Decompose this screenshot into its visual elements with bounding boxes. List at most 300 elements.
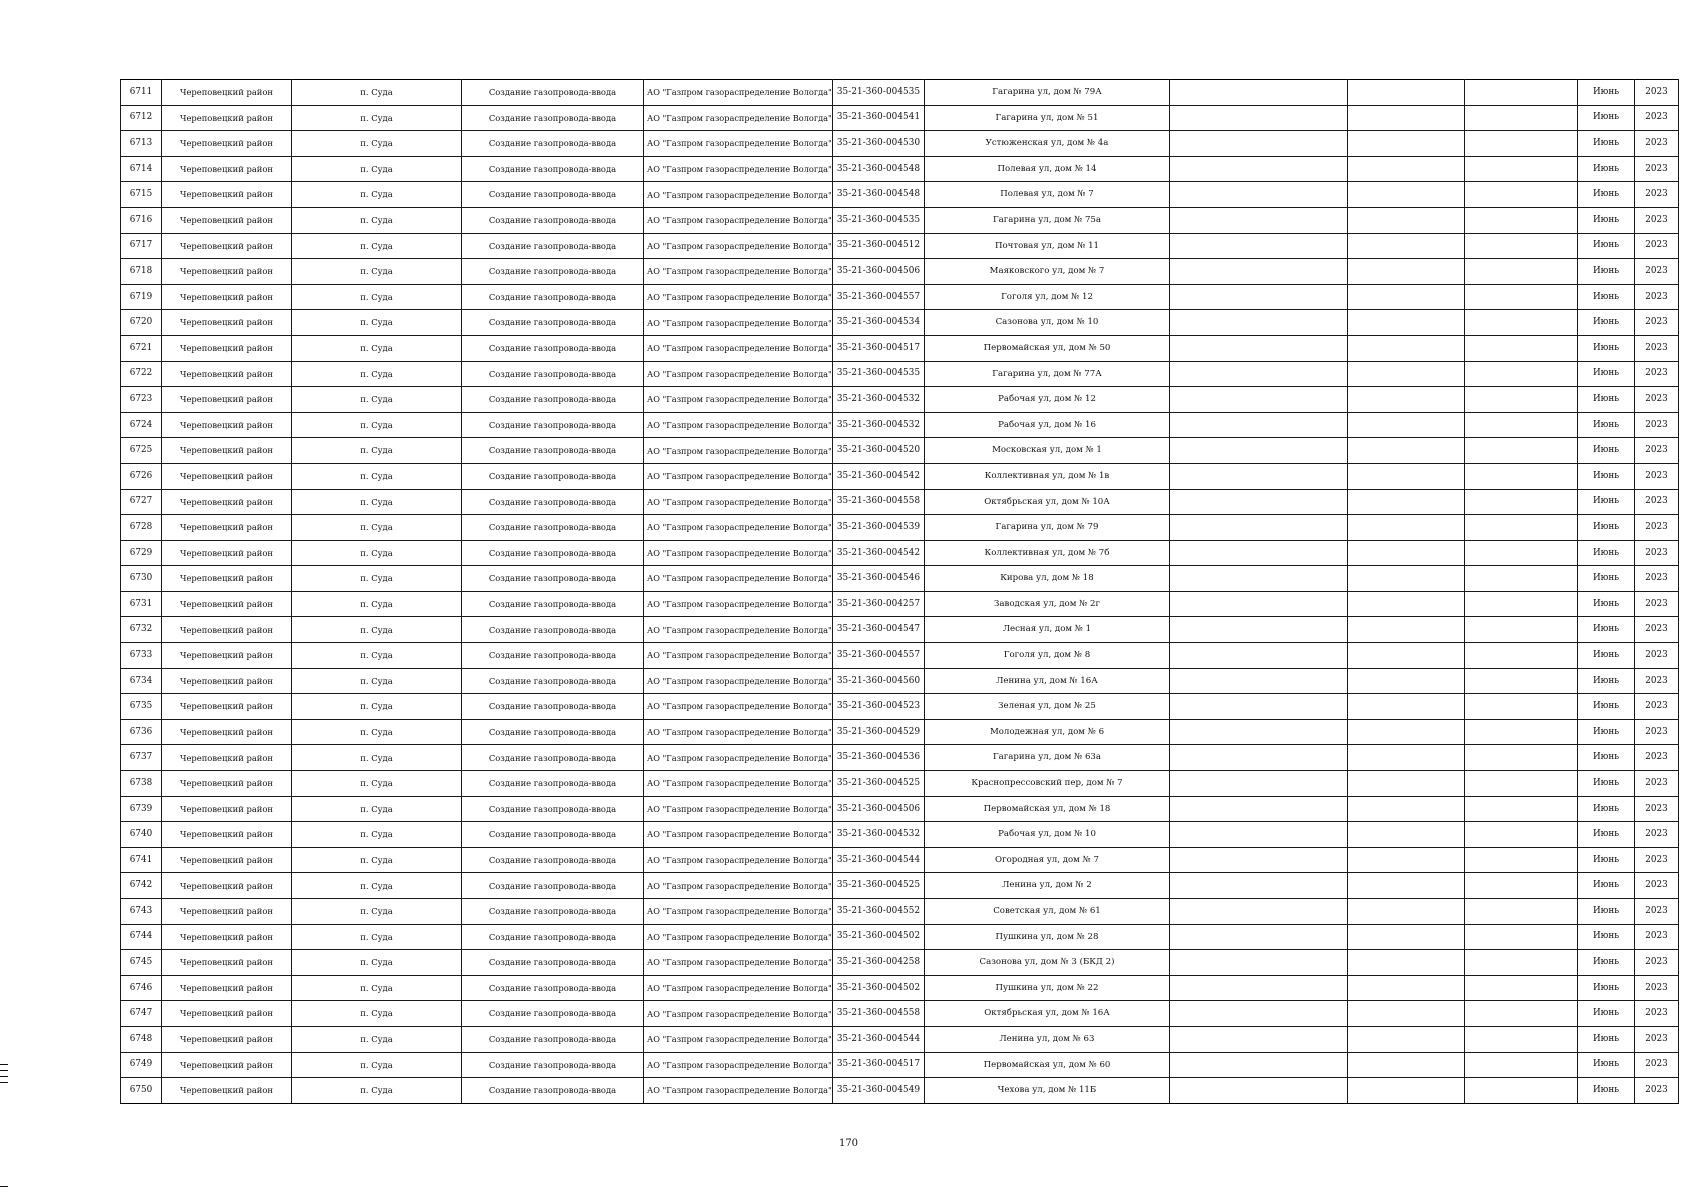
cell-settlement: п. Суда — [292, 1026, 462, 1052]
cell-c9 — [1348, 1001, 1465, 1027]
cell-num: 6720 — [121, 310, 162, 336]
cell-district: Череповецкий район — [162, 617, 292, 643]
cell-month: Июнь — [1578, 463, 1635, 489]
cell-c8 — [1170, 1001, 1348, 1027]
cell-address: Краснопрессовский пер, дом № 7 — [925, 771, 1170, 797]
cell-c8 — [1170, 412, 1348, 438]
cell-cad: 35-21-360-004557 — [833, 643, 925, 669]
cell-address: Ленина ул, дом № 63 — [925, 1026, 1170, 1052]
cell-district: Череповецкий район — [162, 412, 292, 438]
table-row — [121, 745, 1679, 771]
cell-year: 2023 — [1635, 847, 1679, 873]
cell-org: АО "Газпром газораспределение Вологда" — [644, 284, 833, 310]
cell-c10 — [1465, 745, 1578, 771]
cell-address: Гагарина ул, дом № 51 — [925, 105, 1170, 131]
cell-org: АО "Газпром газораспределение Вологда" — [644, 950, 833, 976]
cell-year: 2023 — [1635, 412, 1679, 438]
cell-c8 — [1170, 873, 1348, 899]
cell-c8 — [1170, 540, 1348, 566]
cell-settlement: п. Суда — [292, 438, 462, 464]
cell-district: Череповецкий район — [162, 975, 292, 1001]
cell-c9 — [1348, 1052, 1465, 1078]
cell-year: 2023 — [1635, 873, 1679, 899]
cell-c10 — [1465, 387, 1578, 413]
cell-c10 — [1465, 873, 1578, 899]
cell-org: АО "Газпром газораспределение Вологда" — [644, 387, 833, 413]
cell-work: Создание газопровода-ввода — [462, 80, 644, 106]
cell-settlement: п. Суда — [292, 694, 462, 720]
cell-num: 6722 — [121, 361, 162, 387]
cell-year: 2023 — [1635, 771, 1679, 797]
cell-c9 — [1348, 412, 1465, 438]
cell-address: Гагарина ул, дом № 79 — [925, 515, 1170, 541]
cell-settlement: п. Суда — [292, 489, 462, 515]
table-row — [121, 796, 1679, 822]
cell-settlement: п. Суда — [292, 899, 462, 925]
cell-address: Московская ул, дом № 1 — [925, 438, 1170, 464]
cell-month: Июнь — [1578, 591, 1635, 617]
cell-address: Гоголя ул, дом № 8 — [925, 643, 1170, 669]
cell-work: Создание газопровода-ввода — [462, 771, 644, 797]
cell-num: 6736 — [121, 719, 162, 745]
cell-year: 2023 — [1635, 387, 1679, 413]
cell-settlement: п. Суда — [292, 310, 462, 336]
cell-cad: 35-21-360-004534 — [833, 310, 925, 336]
table-row — [121, 1001, 1679, 1027]
margin-tick — [0, 1186, 8, 1187]
cell-address: Кирова ул, дом № 18 — [925, 566, 1170, 592]
cell-c9 — [1348, 335, 1465, 361]
cell-year: 2023 — [1635, 233, 1679, 259]
cell-month: Июнь — [1578, 259, 1635, 285]
cell-district: Череповецкий район — [162, 796, 292, 822]
cell-settlement: п. Суда — [292, 822, 462, 848]
cell-address: Первомайская ул, дом № 50 — [925, 335, 1170, 361]
cell-c8 — [1170, 156, 1348, 182]
cell-c10 — [1465, 771, 1578, 797]
cell-month: Июнь — [1578, 899, 1635, 925]
cell-cad: 35-21-360-004548 — [833, 156, 925, 182]
table-row — [121, 80, 1679, 106]
cell-settlement: п. Суда — [292, 387, 462, 413]
cell-c8 — [1170, 438, 1348, 464]
cell-month: Июнь — [1578, 182, 1635, 208]
cell-num: 6723 — [121, 387, 162, 413]
cell-cad: 35-21-360-004530 — [833, 131, 925, 157]
cell-month: Июнь — [1578, 745, 1635, 771]
cell-c8 — [1170, 131, 1348, 157]
cell-c10 — [1465, 719, 1578, 745]
cell-org: АО "Газпром газораспределение Вологда" — [644, 463, 833, 489]
cell-c10 — [1465, 1001, 1578, 1027]
cell-c8 — [1170, 335, 1348, 361]
cell-year: 2023 — [1635, 489, 1679, 515]
cell-org: АО "Газпром газораспределение Вологда" — [644, 591, 833, 617]
cell-c10 — [1465, 438, 1578, 464]
cell-address: Гоголя ул, дом № 12 — [925, 284, 1170, 310]
cell-c9 — [1348, 438, 1465, 464]
cell-c10 — [1465, 975, 1578, 1001]
cell-settlement: п. Суда — [292, 796, 462, 822]
cell-c8 — [1170, 668, 1348, 694]
table-row — [121, 975, 1679, 1001]
cell-c9 — [1348, 1026, 1465, 1052]
cell-cad: 35-21-360-004535 — [833, 207, 925, 233]
cell-c8 — [1170, 643, 1348, 669]
cell-cad: 35-21-360-004529 — [833, 719, 925, 745]
cell-c8 — [1170, 233, 1348, 259]
cell-num: 6712 — [121, 105, 162, 131]
cell-district: Череповецкий район — [162, 463, 292, 489]
cell-org: АО "Газпром газораспределение Вологда" — [644, 361, 833, 387]
cell-work: Создание газопровода-ввода — [462, 540, 644, 566]
cell-c9 — [1348, 463, 1465, 489]
cell-c8 — [1170, 1078, 1348, 1104]
cell-address: Сазонова ул, дом № 3 (БКД 2) — [925, 950, 1170, 976]
cell-c10 — [1465, 899, 1578, 925]
cell-c10 — [1465, 1026, 1578, 1052]
cell-month: Июнь — [1578, 310, 1635, 336]
cell-cad: 35-21-360-004552 — [833, 899, 925, 925]
cell-address: Заводская ул, дом № 2г — [925, 591, 1170, 617]
cell-org: АО "Газпром газораспределение Вологда" — [644, 1026, 833, 1052]
cell-c9 — [1348, 694, 1465, 720]
cell-cad: 35-21-360-004532 — [833, 412, 925, 438]
cell-c8 — [1170, 847, 1348, 873]
cell-c9 — [1348, 617, 1465, 643]
cell-c9 — [1348, 847, 1465, 873]
cell-year: 2023 — [1635, 924, 1679, 950]
cell-c10 — [1465, 489, 1578, 515]
cell-address: Гагарина ул, дом № 79А — [925, 80, 1170, 106]
table-body — [121, 80, 1679, 1104]
cell-c9 — [1348, 643, 1465, 669]
cell-district: Череповецкий район — [162, 105, 292, 131]
cell-district: Череповецкий район — [162, 310, 292, 336]
cell-c9 — [1348, 975, 1465, 1001]
cell-address: Полевая ул, дом № 14 — [925, 156, 1170, 182]
cell-cad: 35-21-360-004535 — [833, 361, 925, 387]
cell-cad: 35-21-360-004549 — [833, 1078, 925, 1104]
cell-address: Коллективная ул, дом № 7б — [925, 540, 1170, 566]
table-row — [121, 387, 1679, 413]
cell-address: Советская ул, дом № 61 — [925, 899, 1170, 925]
cell-c10 — [1465, 515, 1578, 541]
cell-num: 6728 — [121, 515, 162, 541]
cell-settlement: п. Суда — [292, 591, 462, 617]
cell-cad: 35-21-360-004520 — [833, 438, 925, 464]
cell-c10 — [1465, 207, 1578, 233]
cell-num: 6732 — [121, 617, 162, 643]
cell-c8 — [1170, 284, 1348, 310]
cell-cad: 35-21-360-004535 — [833, 80, 925, 106]
cell-settlement: п. Суда — [292, 156, 462, 182]
cell-year: 2023 — [1635, 719, 1679, 745]
cell-num: 6716 — [121, 207, 162, 233]
cell-district: Череповецкий район — [162, 591, 292, 617]
cell-year: 2023 — [1635, 310, 1679, 336]
cell-month: Июнь — [1578, 719, 1635, 745]
cell-c9 — [1348, 950, 1465, 976]
cell-cad: 35-21-360-004517 — [833, 335, 925, 361]
cell-c9 — [1348, 207, 1465, 233]
table-row — [121, 617, 1679, 643]
cell-org: АО "Газпром газораспределение Вологда" — [644, 566, 833, 592]
cell-district: Череповецкий район — [162, 259, 292, 285]
cell-org: АО "Газпром газораспределение Вологда" — [644, 873, 833, 899]
cell-num: 6749 — [121, 1052, 162, 1078]
cell-year: 2023 — [1635, 822, 1679, 848]
cell-cad: 35-21-360-004548 — [833, 182, 925, 208]
cell-c10 — [1465, 847, 1578, 873]
cell-month: Июнь — [1578, 771, 1635, 797]
cell-work: Создание газопровода-ввода — [462, 182, 644, 208]
table-row — [121, 310, 1679, 336]
cell-c9 — [1348, 156, 1465, 182]
cell-settlement: п. Суда — [292, 975, 462, 1001]
cell-num: 6726 — [121, 463, 162, 489]
cell-cad: 35-21-360-004502 — [833, 975, 925, 1001]
cell-c10 — [1465, 105, 1578, 131]
cell-district: Череповецкий район — [162, 822, 292, 848]
cell-c9 — [1348, 668, 1465, 694]
cell-cad: 35-21-360-004544 — [833, 1026, 925, 1052]
margin-tick — [0, 1076, 8, 1077]
cell-district: Череповецкий район — [162, 1026, 292, 1052]
cell-org: АО "Газпром газораспределение Вологда" — [644, 259, 833, 285]
cell-month: Июнь — [1578, 284, 1635, 310]
margin-tick — [0, 1070, 8, 1071]
table-row — [121, 924, 1679, 950]
cell-settlement: п. Суда — [292, 873, 462, 899]
table-row — [121, 131, 1679, 157]
cell-settlement: п. Суда — [292, 335, 462, 361]
cell-c8 — [1170, 463, 1348, 489]
cell-year: 2023 — [1635, 668, 1679, 694]
cell-c8 — [1170, 207, 1348, 233]
cell-cad: 35-21-360-004257 — [833, 591, 925, 617]
cell-num: 6740 — [121, 822, 162, 848]
cell-year: 2023 — [1635, 745, 1679, 771]
cell-cad: 35-21-360-004542 — [833, 540, 925, 566]
cell-c8 — [1170, 566, 1348, 592]
cell-work: Создание газопровода-ввода — [462, 233, 644, 259]
table-row — [121, 438, 1679, 464]
cell-month: Июнь — [1578, 105, 1635, 131]
cell-c10 — [1465, 233, 1578, 259]
cell-c10 — [1465, 566, 1578, 592]
cell-address: Октябрьская ул, дом № 16А — [925, 1001, 1170, 1027]
cell-month: Июнь — [1578, 668, 1635, 694]
cell-c8 — [1170, 591, 1348, 617]
cell-c10 — [1465, 950, 1578, 976]
cell-district: Череповецкий район — [162, 540, 292, 566]
cell-num: 6743 — [121, 899, 162, 925]
cell-c9 — [1348, 387, 1465, 413]
cell-c9 — [1348, 310, 1465, 336]
cell-c10 — [1465, 310, 1578, 336]
cell-org: АО "Газпром газораспределение Вологда" — [644, 438, 833, 464]
cell-month: Июнь — [1578, 643, 1635, 669]
cell-district: Череповецкий район — [162, 515, 292, 541]
table-row — [121, 950, 1679, 976]
cell-c9 — [1348, 1078, 1465, 1104]
cell-c9 — [1348, 591, 1465, 617]
cell-year: 2023 — [1635, 975, 1679, 1001]
cell-month: Июнь — [1578, 131, 1635, 157]
table-row — [121, 591, 1679, 617]
table-row — [121, 463, 1679, 489]
cell-district: Череповецкий район — [162, 719, 292, 745]
cell-c8 — [1170, 387, 1348, 413]
cell-c8 — [1170, 719, 1348, 745]
cell-address: Почтовая ул, дом № 11 — [925, 233, 1170, 259]
cell-num: 6738 — [121, 771, 162, 797]
cell-work: Создание газопровода-ввода — [462, 156, 644, 182]
cell-settlement: п. Суда — [292, 182, 462, 208]
margin-tick — [0, 1064, 8, 1065]
cell-address: Рабочая ул, дом № 12 — [925, 387, 1170, 413]
cell-month: Июнь — [1578, 438, 1635, 464]
table-row — [121, 284, 1679, 310]
cell-year: 2023 — [1635, 284, 1679, 310]
table-row — [121, 847, 1679, 873]
cell-work: Создание газопровода-ввода — [462, 489, 644, 515]
cell-org: АО "Газпром газораспределение Вологда" — [644, 105, 833, 131]
cell-org: АО "Газпром газораспределение Вологда" — [644, 412, 833, 438]
cell-cad: 35-21-360-004557 — [833, 284, 925, 310]
cell-work: Создание газопровода-ввода — [462, 899, 644, 925]
cell-c8 — [1170, 489, 1348, 515]
cell-org: АО "Газпром газораспределение Вологда" — [644, 719, 833, 745]
cell-address: Сазонова ул, дом № 10 — [925, 310, 1170, 336]
table-row — [121, 412, 1679, 438]
cell-month: Июнь — [1578, 387, 1635, 413]
cell-district: Череповецкий район — [162, 80, 292, 106]
cell-year: 2023 — [1635, 1052, 1679, 1078]
cell-org: АО "Газпром газораспределение Вологда" — [644, 310, 833, 336]
cell-org: АО "Газпром газораспределение Вологда" — [644, 975, 833, 1001]
cell-month: Июнь — [1578, 617, 1635, 643]
cell-work: Создание газопровода-ввода — [462, 131, 644, 157]
cell-c10 — [1465, 131, 1578, 157]
table-row — [121, 233, 1679, 259]
cell-org: АО "Газпром газораспределение Вологда" — [644, 668, 833, 694]
cell-c8 — [1170, 771, 1348, 797]
cell-cad: 35-21-360-004546 — [833, 566, 925, 592]
cell-work: Создание газопровода-ввода — [462, 412, 644, 438]
cell-num: 6735 — [121, 694, 162, 720]
cell-c10 — [1465, 284, 1578, 310]
cell-month: Июнь — [1578, 694, 1635, 720]
cell-c10 — [1465, 156, 1578, 182]
cell-org: АО "Газпром газораспределение Вологда" — [644, 847, 833, 873]
cell-address: Гагарина ул, дом № 63а — [925, 745, 1170, 771]
cell-num: 6711 — [121, 80, 162, 106]
table-row — [121, 771, 1679, 797]
table-row — [121, 489, 1679, 515]
cell-address: Рабочая ул, дом № 10 — [925, 822, 1170, 848]
cell-org: АО "Газпром газораспределение Вологда" — [644, 233, 833, 259]
cell-org: АО "Газпром газораспределение Вологда" — [644, 643, 833, 669]
cell-settlement: п. Суда — [292, 617, 462, 643]
cell-address: Ленина ул, дом № 2 — [925, 873, 1170, 899]
cell-c10 — [1465, 694, 1578, 720]
cell-num: 6742 — [121, 873, 162, 899]
cell-settlement: п. Суда — [292, 515, 462, 541]
cell-cad: 35-21-360-004506 — [833, 259, 925, 285]
cell-district: Череповецкий район — [162, 950, 292, 976]
cell-month: Июнь — [1578, 412, 1635, 438]
table-row — [121, 566, 1679, 592]
cell-cad: 35-21-360-004525 — [833, 771, 925, 797]
cell-year: 2023 — [1635, 463, 1679, 489]
cell-address: Зеленая ул, дом № 25 — [925, 694, 1170, 720]
table-row — [121, 668, 1679, 694]
cell-num: 6739 — [121, 796, 162, 822]
cell-month: Июнь — [1578, 233, 1635, 259]
cell-c9 — [1348, 899, 1465, 925]
cell-work: Создание газопровода-ввода — [462, 310, 644, 336]
cell-address: Лесная ул, дом № 1 — [925, 617, 1170, 643]
cell-org: АО "Газпром газораспределение Вологда" — [644, 156, 833, 182]
cell-c9 — [1348, 566, 1465, 592]
cell-year: 2023 — [1635, 566, 1679, 592]
cell-c10 — [1465, 463, 1578, 489]
cell-c9 — [1348, 131, 1465, 157]
cell-settlement: п. Суда — [292, 463, 462, 489]
cell-num: 6718 — [121, 259, 162, 285]
cell-address: Пушкина ул, дом № 22 — [925, 975, 1170, 1001]
cell-c8 — [1170, 1026, 1348, 1052]
cell-c8 — [1170, 899, 1348, 925]
cell-num: 6748 — [121, 1026, 162, 1052]
cell-num: 6745 — [121, 950, 162, 976]
cell-year: 2023 — [1635, 899, 1679, 925]
cell-org: АО "Газпром газораспределение Вологда" — [644, 1078, 833, 1104]
cell-num: 6741 — [121, 847, 162, 873]
cell-address: Огородная ул, дом № 7 — [925, 847, 1170, 873]
cell-month: Июнь — [1578, 515, 1635, 541]
cell-num: 6717 — [121, 233, 162, 259]
cell-settlement: п. Суда — [292, 1001, 462, 1027]
cell-year: 2023 — [1635, 1026, 1679, 1052]
cell-c8 — [1170, 617, 1348, 643]
cell-cad: 35-21-360-004502 — [833, 924, 925, 950]
cell-month: Июнь — [1578, 566, 1635, 592]
cell-district: Череповецкий район — [162, 131, 292, 157]
cell-work: Создание газопровода-ввода — [462, 694, 644, 720]
cell-c8 — [1170, 259, 1348, 285]
cell-month: Июнь — [1578, 822, 1635, 848]
cell-num: 6727 — [121, 489, 162, 515]
cell-org: АО "Газпром газораспределение Вологда" — [644, 924, 833, 950]
cell-c8 — [1170, 745, 1348, 771]
cell-num: 6730 — [121, 566, 162, 592]
cell-district: Череповецкий район — [162, 156, 292, 182]
cell-settlement: п. Суда — [292, 259, 462, 285]
cell-c10 — [1465, 796, 1578, 822]
cell-settlement: п. Суда — [292, 1078, 462, 1104]
cell-settlement: п. Суда — [292, 847, 462, 873]
cell-c8 — [1170, 694, 1348, 720]
cell-month: Июнь — [1578, 489, 1635, 515]
cell-c9 — [1348, 822, 1465, 848]
cell-work: Создание газопровода-ввода — [462, 950, 644, 976]
cell-work: Создание газопровода-ввода — [462, 847, 644, 873]
cell-work: Создание газопровода-ввода — [462, 822, 644, 848]
cell-c10 — [1465, 822, 1578, 848]
